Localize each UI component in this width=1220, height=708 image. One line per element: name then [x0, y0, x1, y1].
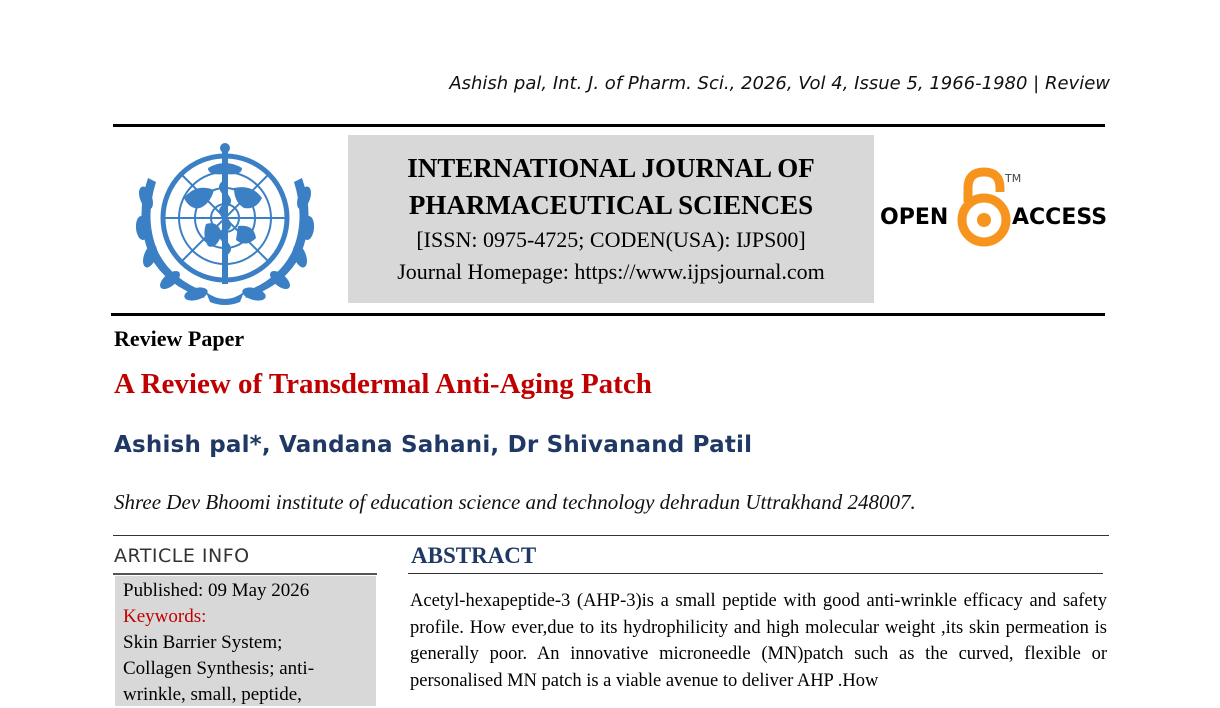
article-authors: Ashish pal*, Vandana Sahani, Dr Shivanand Patil — [114, 432, 753, 458]
article-info-rule — [113, 573, 377, 575]
journal-name-line-2: PHARMACEUTICAL SCIENCES — [408, 190, 814, 220]
keyword-line: Skin Barrier System; — [123, 632, 283, 653]
published-date: Published: 09 May 2026 — [123, 580, 310, 601]
open-access-left-text: OPEN — [880, 205, 949, 230]
section-divider — [113, 535, 1109, 536]
keywords-label: Keywords: — [123, 606, 207, 627]
trademark-mark: TM — [1005, 172, 1022, 185]
citation-line: Ashish pal, Int. J. of Pharm. Sci., 2026, Vol 4, Issue 5, 1966-1980 | Review — [449, 73, 1110, 94]
journal-homepage: Journal Homepage: https://www.ijpsjournal.com — [397, 259, 825, 284]
open-access-right-text: ACCESS — [1012, 205, 1108, 230]
journal-issn: [ISSN: 0975-4725; CODEN(USA): IJPS00] — [416, 227, 806, 252]
article-info-panel — [115, 576, 376, 706]
keyword-line: wrinkle, small, peptide, — [123, 684, 302, 705]
abstract-heading: ABSTRACT — [411, 543, 537, 568]
journal-name-line-1: INTERNATIONAL JOURNAL OF — [407, 153, 815, 183]
open-lock-icon — [962, 172, 1006, 242]
abstract-rule — [408, 573, 1103, 574]
header-bottom-rule — [111, 313, 1105, 316]
header-top-rule — [113, 124, 1105, 127]
article-info-heading: ARTICLE INFO — [114, 545, 250, 567]
article-type: Review Paper — [114, 326, 245, 351]
keyword-line: Collagen Synthesis; anti- — [123, 658, 315, 679]
who-emblem-logo — [126, 138, 324, 308]
article-title: A Review of Transdermal Anti-Aging Patch — [114, 368, 652, 400]
open-access-logo — [880, 162, 1108, 252]
journal-banner — [348, 135, 874, 303]
article-affiliation: Shree Dev Bhoomi institute of education science and technology dehradun Uttrakhand 248007. — [114, 490, 916, 514]
abstract-body: Acetyl-hexapeptide-3 (AHP-3)is a small peptide with good anti-wrinkle efficacy and safety profile. How ever,due to its hydrophilicity and high molecular weight ,its skin permeation is generally poor. An innovative microneedle (MN)patch such as the curved, flexible or personalised MN patch is a viable avenue to deliver AHP .How — [410, 591, 1107, 691]
